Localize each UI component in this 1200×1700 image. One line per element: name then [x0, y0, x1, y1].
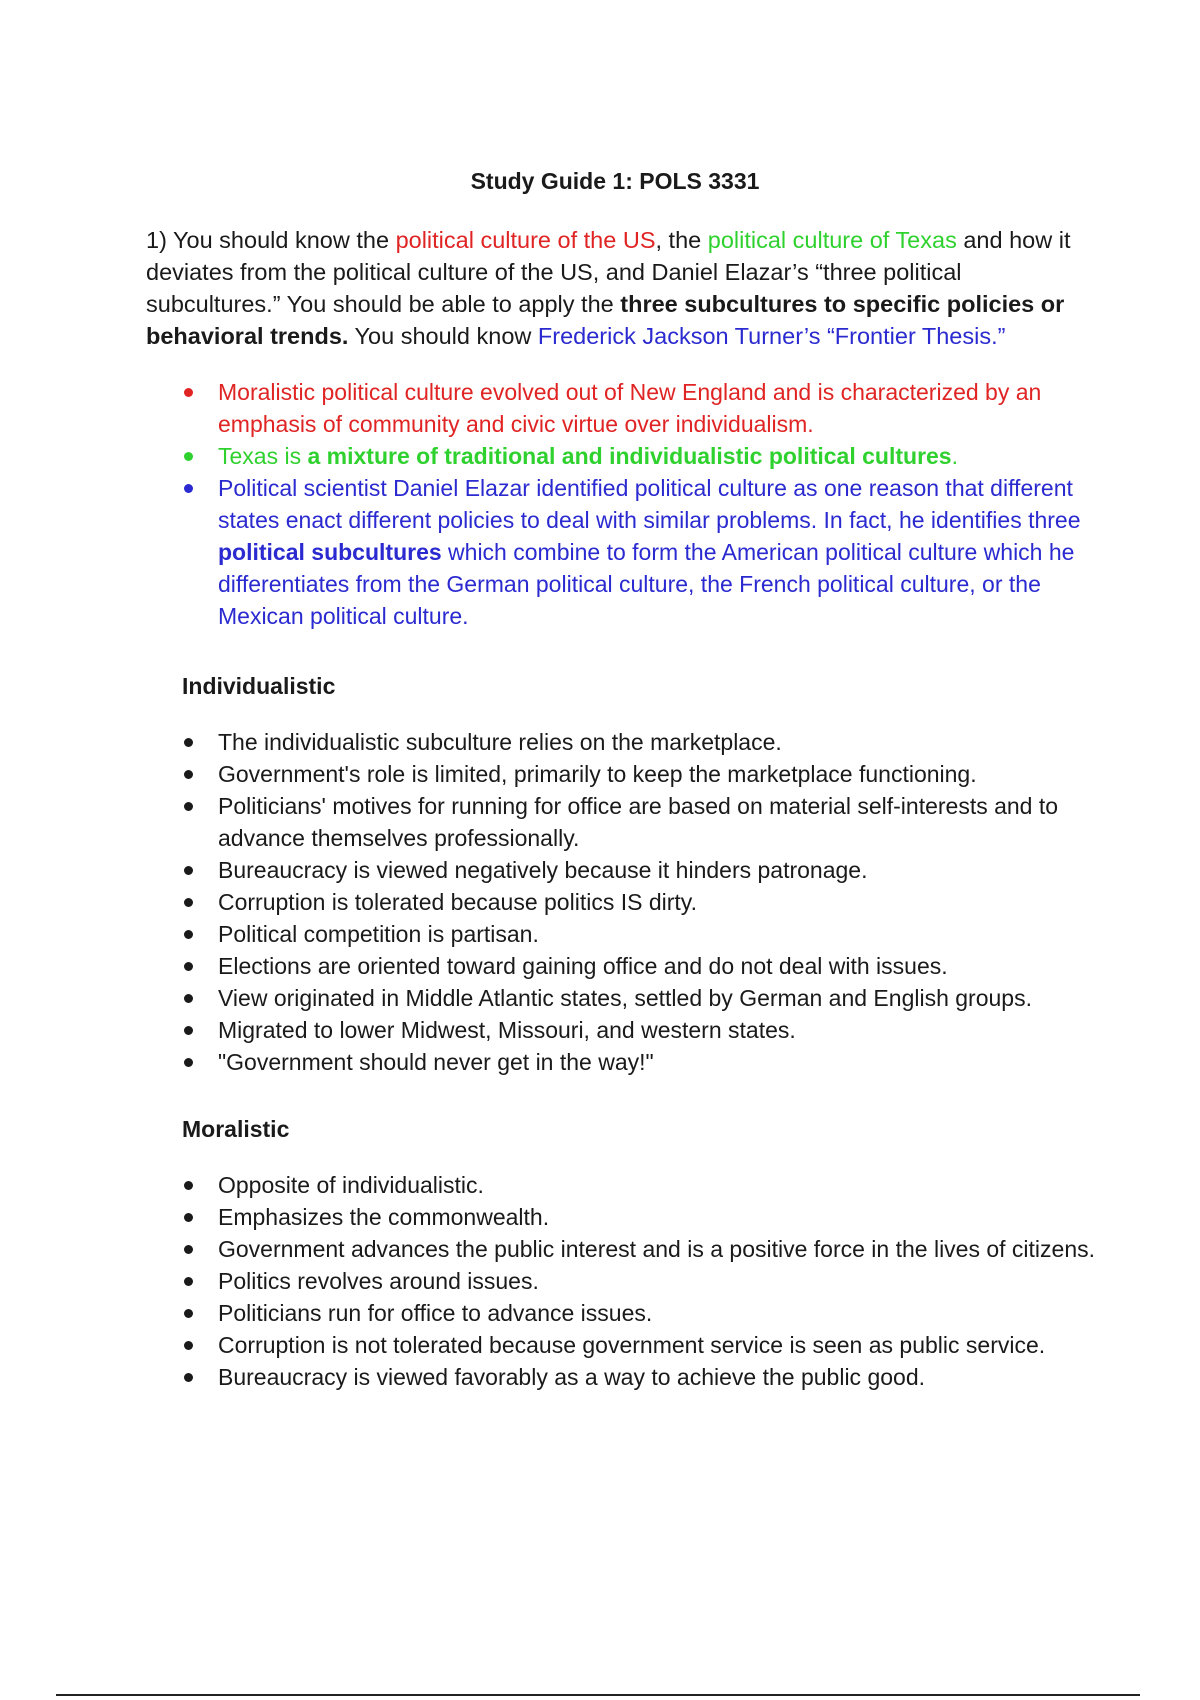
list-item [182, 1046, 1102, 1078]
bullet-icon [184, 484, 193, 493]
list-item-text: Bureaucracy is viewed negatively because it hinders patronage. [218, 857, 868, 883]
list-item-text: The individualistic subculture relies on the marketplace. [218, 729, 782, 755]
list-item [182, 376, 1102, 440]
list-item [182, 1233, 1102, 1265]
bullet-icon [184, 866, 193, 875]
bullet-icon [184, 1245, 193, 1254]
texas-summary-bold: a mixture of traditional and individualistic political cultures [307, 443, 952, 469]
texas-summary-post: . [951, 443, 958, 469]
list-item [182, 1329, 1102, 1361]
us-culture-highlight: political culture of the US [395, 227, 656, 253]
intro-paragraph [146, 224, 1086, 352]
bullet-icon [184, 802, 193, 811]
list-item-text: Government advances the public interest and is a positive force in the lives of citizens. [218, 1236, 1096, 1262]
intro-text-2: , the [655, 227, 708, 253]
list-item [182, 1201, 1102, 1233]
list-item-text: Politicians run for office to advance issues. [218, 1300, 653, 1326]
list-item [182, 726, 1102, 758]
texas-summary-pre: Texas is [218, 443, 308, 469]
color-bullet-list [182, 376, 1102, 632]
list-item-text: Emphasizes the commonwealth. [218, 1204, 550, 1230]
bullet-icon [184, 994, 193, 1003]
list-item [182, 758, 1102, 790]
bottom-divider [56, 1694, 1140, 1696]
bullet-icon [184, 898, 193, 907]
list-item-text: Opposite of individualistic. [218, 1172, 484, 1198]
intro-text-3: and how it deviates from the political culture of the US, and Daniel Elazar’s “three political subcultures.” You should be able to apply the [146, 227, 1071, 317]
texas-culture-highlight: political culture of Texas [707, 227, 957, 253]
intro-text-4: You should know [348, 323, 538, 349]
frontier-thesis-highlight: Frederick Jackson Turner’s “Frontier Thesis.” [537, 323, 1006, 349]
list-item [182, 1014, 1102, 1046]
list-item-text: Bureaucracy is viewed favorably as a way to achieve the public good. [218, 1364, 926, 1390]
moralistic-heading: Moralistic [182, 1116, 290, 1142]
list-item [182, 886, 1102, 918]
bullet-icon [184, 1373, 193, 1382]
list-item-text: Corruption is not tolerated because government service is seen as public service. [218, 1332, 1046, 1358]
bullet-icon [184, 738, 193, 747]
bullet-icon [184, 388, 193, 397]
bullet-icon [184, 1213, 193, 1222]
list-item [182, 982, 1102, 1014]
list-item [182, 440, 1102, 472]
list-item-text: Government's role is limited, primarily to keep the marketplace functioning. [218, 761, 977, 787]
list-item-text: "Government should never get in the way!" [218, 1049, 654, 1075]
individualistic-heading: Individualistic [182, 673, 336, 699]
list-item-text: Migrated to lower Midwest, Missouri, and western states. [218, 1017, 796, 1043]
individualistic-list [182, 726, 1102, 1078]
list-item-text: Elections are oriented toward gaining office and do not deal with issues. [218, 953, 948, 979]
elazar-summary-post: which combine to form the American political culture which he differentiates from the German political culture, the French political culture, or the Mexican political culture. [218, 539, 1075, 629]
moralistic-summary: Moralistic political culture evolved out of New England and is characterized by an emphasis of community and civic virtue over individualism. [218, 379, 1042, 437]
bullet-icon [184, 930, 193, 939]
list-item [182, 472, 1102, 632]
elazar-summary-bold: political subcultures [218, 539, 442, 565]
intro-text-1: 1) You should know the [146, 227, 396, 253]
list-item [182, 950, 1102, 982]
list-item [182, 918, 1102, 950]
intro-bold-phrase: three subcultures to specific policies or behavioral trends. [146, 291, 1065, 349]
bullet-icon [184, 1058, 193, 1067]
list-item-text: Politics revolves around issues. [218, 1268, 539, 1294]
page-title: Study Guide 1: POLS 3331 [470, 168, 760, 194]
elazar-summary-pre: Political scientist Daniel Elazar identified political culture as one reason that different states enact different policies to deal with similar problems. In fact, he identifies three [218, 475, 1081, 533]
bullet-icon [184, 1026, 193, 1035]
list-item [182, 1361, 1102, 1393]
bullet-icon [184, 1277, 193, 1286]
list-item [182, 854, 1102, 886]
bullet-icon [184, 1341, 193, 1350]
moralistic-list [182, 1169, 1102, 1393]
bullet-icon [184, 452, 193, 461]
list-item [182, 1297, 1102, 1329]
bullet-icon [184, 770, 193, 779]
bullet-icon [184, 962, 193, 971]
list-item-text: Political competition is partisan. [218, 921, 539, 947]
list-item [182, 790, 1102, 854]
bullet-icon [184, 1181, 193, 1190]
list-item [182, 1265, 1102, 1297]
list-item [182, 1169, 1102, 1201]
list-item-text: View originated in Middle Atlantic states, settled by German and English groups. [218, 985, 1032, 1011]
bullet-icon [184, 1309, 193, 1318]
list-item-text: Corruption is tolerated because politics IS dirty. [218, 889, 697, 915]
list-item-text: Politicians' motives for running for office are based on material self-interests and to advance themselves professionally. [218, 793, 1059, 851]
